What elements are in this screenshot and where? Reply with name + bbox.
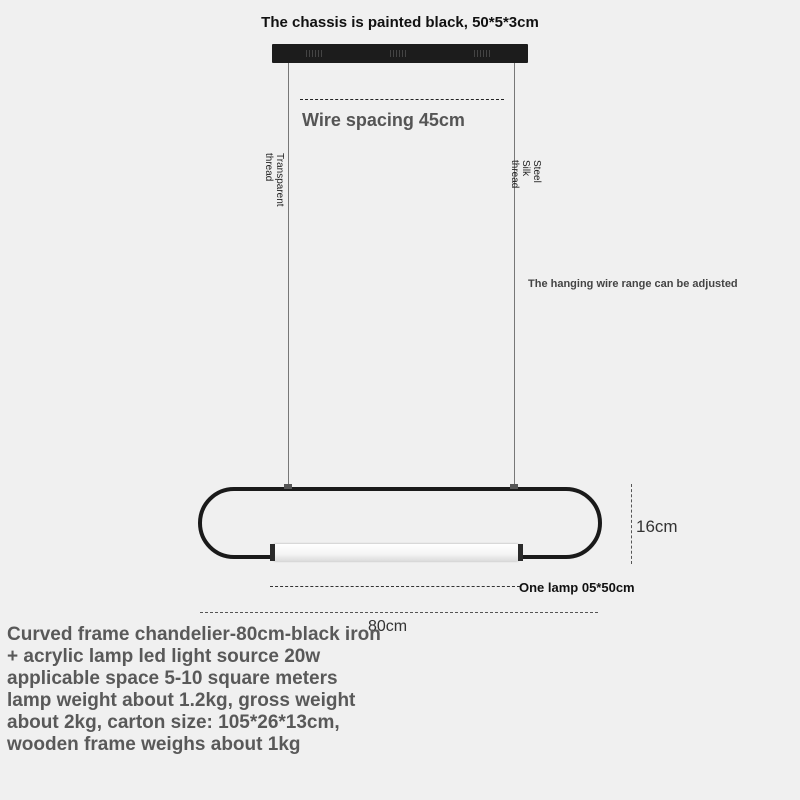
chassis-title: The chassis is painted black, 50*5*3cm <box>261 14 539 31</box>
left-wire-label: Transparent thread <box>263 153 285 207</box>
lamp-size-label: One lamp 05*50cm <box>519 580 635 595</box>
tube-right-cap <box>518 544 523 561</box>
width-dimension-line <box>200 612 598 613</box>
canopy-vent-center <box>390 50 408 57</box>
canopy-vent-right <box>474 50 492 57</box>
right-wire-label: Steel Silk thread <box>509 160 542 189</box>
right-suspension-wire <box>514 63 515 489</box>
left-suspension-wire <box>288 63 289 489</box>
ceiling-canopy <box>272 44 528 63</box>
canopy-vent-left <box>306 50 324 57</box>
height-label: 16cm <box>636 517 678 536</box>
height-dimension-line <box>631 484 632 564</box>
lamp-length-dimension-line <box>270 586 520 587</box>
product-description: Curved frame chandelier-80cm-black iron + acrylic lamp led light source 20w applicable space 5-10 square meters lamp weight about 1.2kg, gross weight about 2kg, carton size: 105*26*13cm, wooden frame weighs about 1kg <box>7 624 381 755</box>
width-label: 80cm <box>368 618 408 635</box>
wire-spacing-dimension-line <box>300 99 504 100</box>
tube-left-cap <box>270 544 275 561</box>
right-wire-clamp <box>510 484 518 489</box>
adjustable-wire-note: The hanging wire range can be adjusted <box>528 278 738 290</box>
wire-spacing-label: Wire spacing 45cm <box>302 110 465 130</box>
left-wire-clamp <box>284 484 292 489</box>
acrylic-light-tube <box>272 544 520 561</box>
